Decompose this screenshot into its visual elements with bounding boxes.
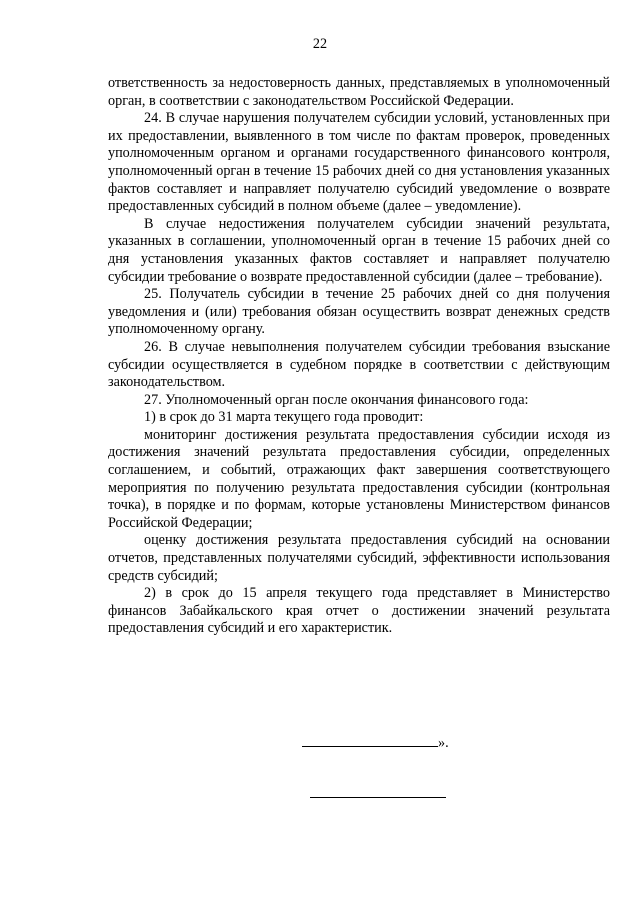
paragraph-27-item-1: 1) в срок до 31 марта текущего года проводит: xyxy=(144,409,424,426)
page-number: 22 xyxy=(312,36,328,52)
end-of-document-rule xyxy=(310,797,446,798)
paragraph-liability-continuation: ответственность за недостоверность данных, представляемых в уполномоченный орган, в соответствии с законодательством Российской Федерации. xyxy=(108,75,610,109)
paragraph-25-refund-deadline: 25. Получатель субсидии в течение 25 рабочих дней со дня получения уведомления и (или) требования обязан осуществить возврат денежных средств уполномоченному органу. xyxy=(108,286,610,338)
paragraph-24-violation-notice: 24. В случае нарушения получателем субсидии условий, установленных при их предоставлении, выявленного в том числе по фактам проверок, проведенных уполномоченным органом и органами государственного финансового контроля, уполномоченный орган в течение 15 рабочих дней со дня установления указанных фактов составляет и направляет получателю субсидий уведомление о возврате предоставленных субсидий в полном объеме (далее – уведомление). xyxy=(108,110,610,215)
paragraph-27-item-2: 2) в срок до 15 апреля текущего года представляет в Министерство финансов Забайкальского края отчет о достижении значений результата предоставления субсидий и его характеристик. xyxy=(108,585,610,637)
document-body xyxy=(108,75,610,638)
paragraph-monitoring: мониторинг достижения результата предоставления субсидии исходя из достижения значений результата предоставления субсидии, определенных соглашением, и событий, отражающих факт завершения соответствующего мероприятия по получению результата предоставления субсидии (контрольная точка), в порядке и по формам, которые установлены Министерством финансов Российской Федерации; xyxy=(108,426,610,531)
paragraph-assessment: оценку достижения результата предоставления субсидий на основании отчетов, представленных получателями субсидий, эффективности использования средств субсидий; xyxy=(108,532,610,584)
closing-mark xyxy=(302,733,449,752)
closing-quote: ». xyxy=(438,735,449,751)
paragraph-27-after-year-end: 27. Уполномоченный орган после окончания финансового года: xyxy=(144,391,529,408)
paragraph-result-not-achieved: В случае недостижения получателем субсидии значений результата, указанных в соглашении, уполномоченный орган в течение 15 рабочих дней со дня установления указанных фактов составляет и направляет получателю субсидии требование о возврате предоставленной субсидии (далее – требование). xyxy=(108,215,610,285)
closing-underline xyxy=(302,733,438,747)
paragraph-26-court-recovery: 26. В случае невыполнения получателем субсидии требования взыскание субсидии осуществляется в судебном порядке в соответствии с действующим законодательством. xyxy=(108,338,610,391)
